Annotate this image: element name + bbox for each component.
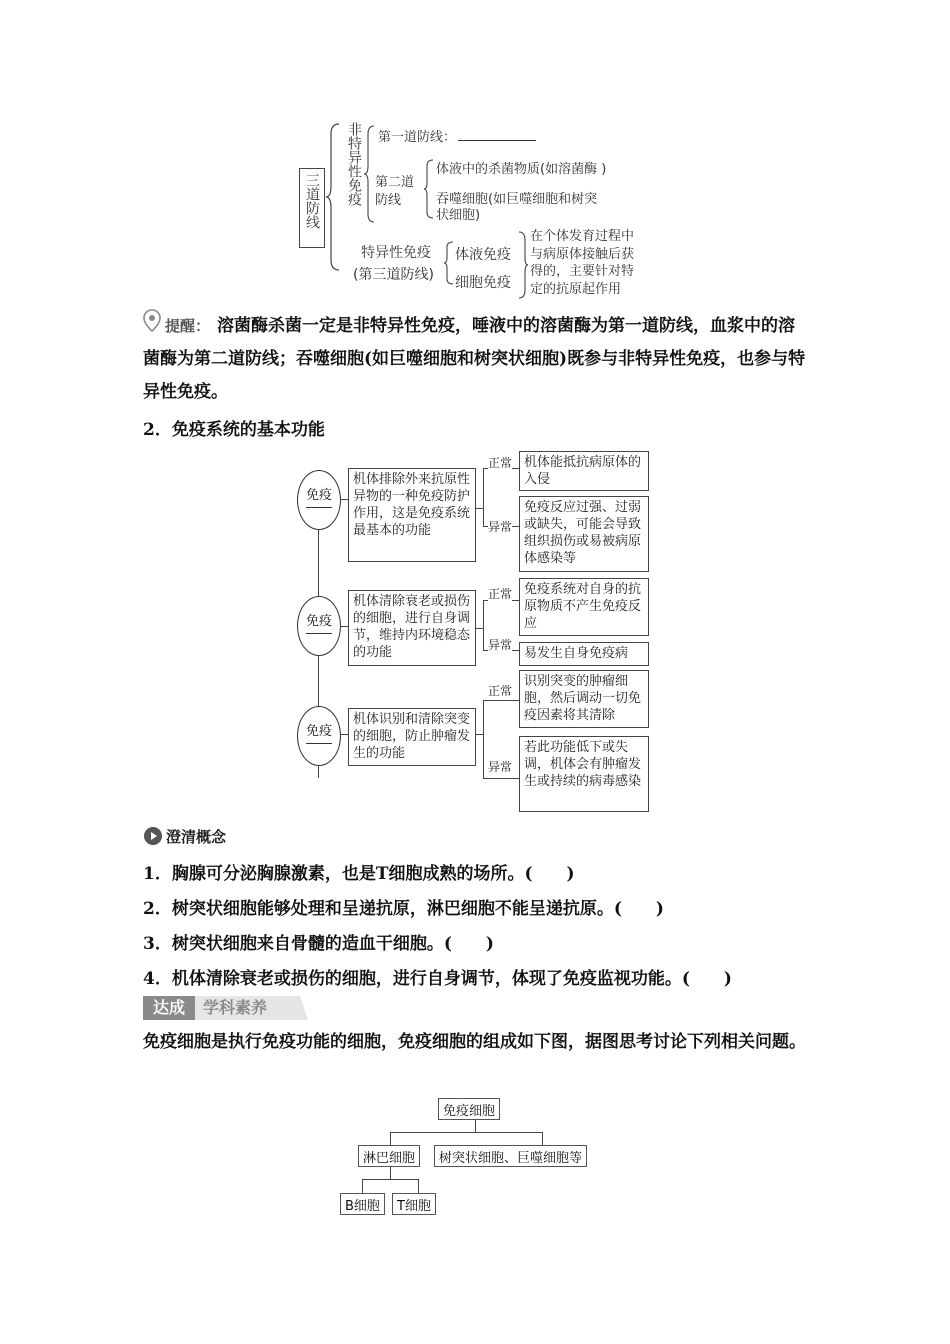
oval-homeostasis: 免疫 [297, 596, 341, 656]
tip-label: 提醒： [165, 317, 211, 335]
clarify-item-4: 4．机体清除衰老或损伤的细胞，进行自身调节，体现了免疫监视功能。( ) [143, 969, 732, 989]
abnormal-homeostasis: 易发生自身免疫病 [519, 642, 649, 666]
desc-homeostasis: 机体清除衰老或损伤的细胞，进行自身调节，维持内环境稳态的功能 [348, 590, 476, 666]
humoral-immunity: 体液免疫 [455, 247, 511, 263]
defense-lines-diagram [295, 118, 665, 303]
section2-title: 2．免疫系统的基本功能 [143, 420, 325, 440]
specific-label-2: (第三道防线) [353, 267, 434, 283]
banner-left: 达成 [143, 996, 195, 1020]
immune-cell-root: 免疫细胞 [438, 1098, 500, 1120]
immune-cell-diagram [330, 1095, 620, 1220]
abnormal-defense: 免疫反应过强、过弱或缺失，可能会导致组织损伤或易被病原体感染等 [519, 496, 649, 572]
specific-note: 在个体发育过程中 与病原体接触后获 得的，主要针对特 定的抗原起作用 [530, 229, 635, 297]
oval-surveillance: 免疫 [297, 706, 341, 766]
lymphocyte-box: 淋巴细胞 [358, 1145, 420, 1167]
tip-paragraph [143, 310, 808, 409]
banner-right: 学科素养 [203, 998, 268, 1017]
normal-tag-2: 正常 [488, 587, 513, 601]
specific-label-1: 特异性免疫 [361, 245, 431, 261]
play-circle-icon [143, 826, 163, 846]
normal-homeostasis: 免疫系统对自身的抗原物质不产生免疫反应 [519, 578, 649, 636]
root-label: 三道防线 [304, 173, 320, 229]
normal-tag-1: 正常 [488, 456, 513, 470]
second-line-brace [423, 158, 435, 220]
root-box [299, 168, 325, 248]
big-brace [325, 122, 343, 272]
oval-defense: 免疫 [297, 470, 341, 530]
clarify-title: 澄清概念 [166, 828, 227, 846]
clarify-item-2: 2．树突状细胞能够处理和呈递抗原，淋巴细胞不能呈递抗原。( ) [143, 899, 664, 919]
cellular-immunity: 细胞免疫 [455, 275, 511, 291]
normal-tag-3: 正常 [488, 684, 513, 698]
second-line-label: 第二道防线 [375, 175, 415, 208]
desc-surveillance: 机体识别和清除突变的细胞，防止肿瘤发生的功能 [348, 708, 476, 766]
abnormal-tag-2: 异常 [488, 638, 513, 652]
abnormal-tag-1: 异常 [488, 520, 513, 534]
t-cell-box: T细胞 [392, 1193, 436, 1215]
intro-paragraph: 免疫细胞是执行免疫功能的细胞，免疫细胞的组成如下图，据图思考讨论下列相关问题。 [143, 1032, 806, 1052]
immune-function-diagram [295, 448, 655, 818]
phagocyte-line2: 状细胞) [436, 208, 481, 223]
specific-brace [443, 240, 455, 286]
note-brace [517, 230, 529, 300]
nonspecific-label: 非特异性免疫 [346, 122, 362, 206]
tip-text: 溶菌酶杀菌一定是非特异性免疫，唾液中的溶菌酶为第一道防线，血浆中的溶菌酶为第二道防线；吞噬细胞(如巨噬细胞和树突状细胞)既参与非特异性免疫，也参与特异性免疫。 [143, 316, 806, 402]
first-line-label: 第一道防线： [378, 126, 536, 145]
abnormal-surveillance: 若此功能低下或失调，机体会有肿瘤发生或持续的病毒感染 [519, 736, 649, 812]
desc-defense: 机体排除外来抗原性异物的一种免疫防护作用，这是免疫系统最基本的功能 [348, 468, 476, 562]
phagocyte-line1: 吞噬细胞(如巨噬细胞和树突 [436, 192, 598, 207]
normal-surveillance: 识别突变的肿瘤细胞，然后调动一切免疫因素将其清除 [519, 670, 649, 728]
abnormal-tag-3: 异常 [488, 760, 513, 774]
competency-banner [143, 996, 308, 1020]
b-cell-box: B细胞 [340, 1193, 385, 1215]
clarify-item-3: 3．树突状细胞来自骨髓的造血干细胞。( ) [143, 934, 494, 954]
normal-defense: 机体能抵抗病原体的入侵 [519, 451, 649, 491]
clarify-item-1: 1．胸腺可分泌胸腺激素，也是T细胞成熟的场所。( ) [143, 864, 575, 884]
dendritic-macrophage-box: 树突状细胞、巨噬细胞等 [434, 1145, 587, 1167]
humoral-substance: 体液中的杀菌物质(如溶菌酶 ) [436, 162, 607, 177]
